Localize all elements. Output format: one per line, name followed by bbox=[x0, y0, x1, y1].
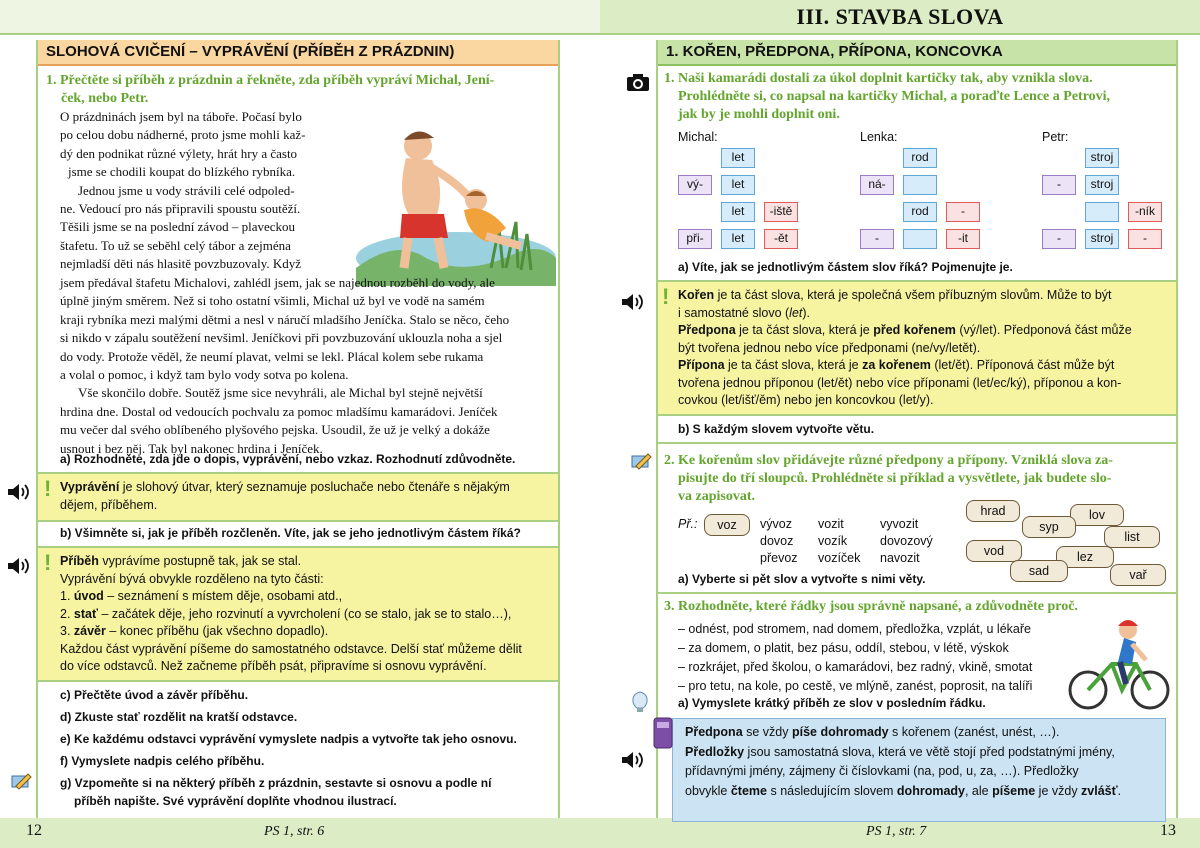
story-line: kraji rybníka mezi malými dětmi a nesl v náručí mladšího Jeníčka. Stalo se něco, čeho bbox=[60, 311, 510, 327]
question-e: e) Ke každému odstavci vyprávění vymyslete nadpis a vytvořte tak jeho osnovu. bbox=[60, 732, 517, 746]
definition-line: ). bbox=[802, 305, 811, 320]
card-prefix: při- bbox=[678, 229, 712, 249]
task-text-line: va zapisovat. bbox=[678, 489, 755, 504]
definition-line: je ta část slova, která je společná všem příbuzným slovům. Může to být bbox=[714, 288, 1112, 302]
exclamation-icon: ! bbox=[662, 284, 670, 309]
example-word: let bbox=[789, 305, 803, 320]
root-scroll: lez bbox=[1056, 546, 1114, 568]
story-line: nejmladší děti nás hlasitě povzbuzovaly. Když bbox=[60, 256, 302, 272]
task-2-instruction bbox=[664, 452, 1172, 506]
page-number-right: 13 bbox=[1160, 822, 1176, 839]
story-top bbox=[60, 108, 350, 274]
card-root-empty[interactable] bbox=[903, 229, 937, 249]
definition-line: Každou část vyprávění píšeme do samostatného odstavce. Delší stať můžeme dělit bbox=[60, 641, 522, 656]
story-line: usnout i bez něj. Tak byl nakonec hrdina i Jeníček. bbox=[60, 440, 323, 456]
info-box-prefix-preposition bbox=[672, 718, 1166, 822]
right-page bbox=[656, 40, 1178, 818]
words-column-1 bbox=[760, 516, 798, 567]
info-line: . bbox=[1117, 783, 1122, 798]
term: před kořenem bbox=[873, 323, 956, 337]
story-line: Vše skončilo dobře. Soutěž jsme sice nevyhráli, ale Michal byl stejně největší bbox=[78, 385, 483, 401]
card-root: rod bbox=[903, 202, 937, 222]
card-suffix: -it bbox=[946, 229, 980, 249]
story-line: štafetu. To už se seběhl celý tábor a zejména bbox=[60, 237, 291, 253]
root-scroll: sad bbox=[1010, 560, 1068, 582]
term: zvlášť bbox=[1081, 783, 1118, 798]
definition-box-story bbox=[38, 548, 558, 680]
definition-line: (vý/let). Předponová část může bbox=[955, 323, 1132, 337]
term: dohromady bbox=[896, 783, 965, 798]
right-section-title: 1. KOŘEN, PŘEDPONA, PŘÍPONA, KONCOVKA bbox=[658, 40, 1176, 66]
card-suffix: -ník bbox=[1128, 202, 1162, 222]
word: vyvozit bbox=[880, 517, 919, 531]
story-bottom bbox=[60, 274, 552, 458]
question-line: příběh napište. Své vyprávění doplňte vhodnou ilustrací. bbox=[74, 794, 397, 808]
word: dovoz bbox=[760, 534, 794, 548]
task-text-line: Ke kořenům slov přidávejte různé předpony a přípony. Vzniklá slova za- bbox=[678, 453, 1113, 468]
info-line: s kořenem (zanést, unést, …). bbox=[888, 725, 1060, 739]
word: převoz bbox=[760, 551, 798, 565]
definition-line: – seznámení s místem děje, osobami atd., bbox=[103, 589, 343, 603]
card-suffix: - bbox=[946, 202, 980, 222]
root-scroll: vod bbox=[966, 540, 1022, 562]
card-prefix: ná- bbox=[860, 175, 894, 195]
root-scroll: syp bbox=[1022, 516, 1076, 538]
info-line: , ale bbox=[964, 783, 993, 798]
definition-line: vyprávíme postupně tak, jak se stal. bbox=[98, 554, 302, 568]
info-text bbox=[685, 723, 1155, 801]
term: Předložky bbox=[685, 744, 745, 759]
term: Kořen bbox=[678, 288, 715, 302]
info-line: je vždy bbox=[1035, 783, 1082, 798]
task-text-line: Rozhodněte, které řádky jsou správně napsané, a zdůvodněte proč. bbox=[678, 599, 1078, 614]
divider bbox=[38, 520, 558, 522]
task-number: 2. bbox=[664, 453, 675, 468]
boys-at-pond-illustration bbox=[356, 118, 556, 286]
words-column-2 bbox=[818, 516, 860, 567]
task-text-line: Přečtěte si příběh z prázdnin a řekněte, zda příběh vypráví Michal, Jení- bbox=[60, 73, 495, 88]
task-text-line: ček, nebo Petr. bbox=[61, 91, 149, 106]
exclamation-icon: ! bbox=[44, 476, 52, 501]
info-line: se vždy bbox=[742, 725, 792, 739]
task-number: 1. bbox=[664, 71, 675, 86]
list-item: – pro tetu, na kole, po cestě, ve mlýně, zanést, poprosit, na talíři bbox=[678, 679, 1033, 693]
term: závěr bbox=[73, 624, 106, 638]
top-band-left bbox=[0, 0, 600, 33]
definition-line: – konec příběhu (jak všechno dopadlo). bbox=[105, 624, 329, 638]
task-number: 3. bbox=[664, 599, 675, 614]
paperclip-icon bbox=[650, 716, 676, 752]
info-line: obvykle bbox=[685, 783, 731, 798]
card-root: let bbox=[721, 148, 755, 168]
definition-line: je ta část slova, která je bbox=[735, 323, 874, 337]
card-root: stroj bbox=[1085, 175, 1119, 195]
list-item: – za domem, o platit, bez pásu, oddíl, stebou, v létě, výskok bbox=[678, 641, 1009, 655]
question-g bbox=[60, 774, 552, 810]
question-a: a) Víte, jak se jednotlivým částem slov říká? Pojmenujte je. bbox=[678, 260, 1013, 274]
term: Předpona bbox=[685, 725, 743, 739]
card-prefix: - bbox=[1042, 229, 1076, 249]
story-line: jsem předával štafetu Michalovi, zahlédl jsem, jak se najednou rozběhl do vody, ale bbox=[60, 275, 495, 290]
definition-line: dějem, příběhem. bbox=[60, 497, 158, 512]
speaker-icon[interactable] bbox=[620, 750, 646, 770]
speaker-icon[interactable] bbox=[6, 482, 32, 502]
definition-line: je ta část slova, která je bbox=[724, 358, 863, 372]
info-line: jsou samostatná slova, která ve větě stojí před podstatnými jmény, bbox=[744, 744, 1115, 759]
story-line: si nikdo v zápalu soutěžení nevšiml. Jeníčkovi při povzbuzování uklouzla noha a sjel bbox=[60, 330, 503, 346]
term: za kořenem bbox=[862, 358, 931, 372]
term: Vyprávění bbox=[60, 480, 120, 494]
definition-box-narration bbox=[38, 474, 558, 520]
story-line: mu večer dal svého oblíbeného plyšového pejska. Usoudil, že už je velký a dokáže bbox=[60, 422, 490, 438]
task-1-instruction bbox=[664, 70, 1172, 124]
card-suffix: - bbox=[1128, 229, 1162, 249]
card-prefix: - bbox=[1042, 175, 1076, 195]
term: Předpona bbox=[678, 323, 736, 337]
top-band-line bbox=[0, 33, 1200, 35]
bottom-band bbox=[0, 818, 1200, 848]
term: úvod bbox=[73, 589, 104, 603]
story-line: úplně jiným směrem. Než si toho ostatní všimli, Michal už byl ve vodě na samém bbox=[60, 293, 485, 309]
task-number: 1. bbox=[46, 73, 57, 88]
chapter-title: III. STAVBA SLOVA bbox=[796, 4, 1004, 29]
card-root-empty[interactable] bbox=[1085, 202, 1119, 222]
task-text-line: Naši kamarádi dostali za úkol doplnit kartičky tak, aby vznikla slova. bbox=[678, 71, 1093, 86]
divider bbox=[38, 680, 558, 682]
word: vývoz bbox=[760, 517, 792, 531]
word: navozit bbox=[880, 551, 920, 565]
definition-line: i samostatné slovo ( bbox=[678, 305, 790, 320]
story-line: do vody. Protože věděl, že neumí plavat, velmi se lekl. Plácal kolem sebe rukama bbox=[60, 348, 484, 364]
definition-line: je slohový útvar, který seznamuje posluchače nebo čtenáře s nějakým bbox=[119, 480, 510, 494]
card-suffix: -ět bbox=[764, 229, 798, 249]
card-suffix: -iště bbox=[764, 202, 798, 222]
name-michal: Michal: bbox=[678, 130, 718, 144]
term: Příběh bbox=[60, 554, 99, 568]
definition-line: – začátek děje, jeho rozvinutí a vyvrcholení (co se stalo, jak se to stalo…), bbox=[97, 606, 512, 621]
speaker-icon[interactable] bbox=[620, 292, 646, 312]
card-prefix: - bbox=[860, 229, 894, 249]
card-root: let bbox=[721, 229, 755, 249]
card-root: stroj bbox=[1085, 148, 1119, 168]
root-scroll: lov bbox=[1070, 504, 1124, 526]
page-number-left: 12 bbox=[26, 822, 42, 839]
card-root: rod bbox=[903, 148, 937, 168]
word: dovozový bbox=[880, 534, 933, 548]
light-bulb-icon bbox=[630, 690, 650, 714]
divider bbox=[658, 414, 1176, 416]
exclamation-icon: ! bbox=[44, 550, 52, 575]
definition-line: tvořena jednou příponou (let/ět) nebo více příponami (let/ec/ký), příponou a kon- bbox=[678, 375, 1122, 390]
definition-line: covkou (let/išť/ěm) nebo jen koncovkou (let/y). bbox=[678, 393, 934, 407]
name-lenka: Lenka: bbox=[860, 130, 898, 144]
task-text-line: jak by je mohli doplnit oni. bbox=[678, 107, 840, 122]
story-line: Jednou jsme u vody strávili celé odpoled- bbox=[78, 182, 295, 198]
workbook-ref-right: PS 1, str. 7 bbox=[866, 824, 927, 839]
term: čteme bbox=[730, 783, 767, 798]
pencil-icon bbox=[630, 452, 652, 470]
definition-line: být tvořena jednou nebo více předponami (ne/vy/letět). bbox=[678, 340, 981, 355]
term: stať bbox=[73, 606, 98, 621]
card-root: let bbox=[721, 202, 755, 222]
definition-text bbox=[60, 479, 554, 514]
card-root: let bbox=[721, 175, 755, 195]
workbook-ref-left: PS 1, str. 6 bbox=[264, 824, 325, 839]
story-line: Těšili jsme se na poslední závod – plaveckou bbox=[60, 219, 296, 235]
story-line: jsme se chodili koupat do blízkého rybníka. bbox=[68, 164, 296, 180]
word: vozíček bbox=[818, 551, 861, 565]
task-text-line: pisujte do tří sloupců. Prohlédněte si příklad a vysvětlete, jak budete slo- bbox=[678, 471, 1112, 486]
question-b: b) Všimněte si, jak je příběh rozčleněn. Víte, jak se jeho jednotlivým částem říká? bbox=[60, 526, 521, 540]
cyclist-illustration bbox=[1066, 614, 1172, 714]
term: píšeme bbox=[992, 783, 1036, 798]
story-line: dý den podnikat různé výlety, hrát hry a často bbox=[60, 145, 298, 161]
card-root: stroj bbox=[1085, 229, 1119, 249]
question-d: d) Zkuste stať rozdělit na kratší odstavce. bbox=[60, 710, 298, 724]
info-line: přídavnými jmény, zájmeny či číslovkami (na, pod, u, za, …). Předložky bbox=[685, 764, 1079, 778]
question-f: f) Vymyslete nadpis celého příběhu. bbox=[60, 754, 265, 768]
pencil-icon bbox=[10, 772, 32, 790]
left-page bbox=[36, 40, 560, 818]
question-a: a) Vymyslete krátký příběh ze slov v posledním řádku. bbox=[678, 696, 986, 710]
left-section-title: SLOHOVÁ CVIČENÍ – VYPRÁVĚNÍ (PŘÍBĚH Z PRÁZDNIN) bbox=[38, 40, 558, 66]
speaker-icon[interactable] bbox=[6, 556, 32, 576]
term: píše dohromady bbox=[791, 725, 889, 739]
info-line: s následujícím slovem bbox=[767, 783, 897, 798]
task-text-line: Prohlédněte si, co napsal na kartičky Michal, a poraďte Lence a Petrovi, bbox=[678, 89, 1111, 104]
card-prefix: vý- bbox=[678, 175, 712, 195]
story-line: a volal o pomoc, i když tam bylo vody sotva po kolena. bbox=[60, 367, 349, 383]
story-line: ne. Vedoucí pro nás připravili spoustu soutěží. bbox=[60, 201, 301, 217]
question-c: c) Přečtěte úvod a závěr příběhu. bbox=[60, 688, 249, 702]
question-a: a) Rozhodněte, zda jde o dopis, vyprávění, nebo vzkaz. Rozhodnutí zdůvodněte. bbox=[60, 452, 516, 466]
story-line: hrdina dne. Dostal od vedoucích pochvalu za pomoc mladšímu kamarádovi. Jeníček bbox=[60, 403, 498, 419]
divider bbox=[658, 442, 1176, 444]
word: vozit bbox=[818, 517, 844, 531]
question-b: b) S každým slovem vytvořte větu. bbox=[678, 422, 875, 436]
root-scroll: vař bbox=[1110, 564, 1166, 586]
word: vozík bbox=[818, 534, 848, 548]
question-a: a) Vyberte si pět slov a vytvořte s nimi věty. bbox=[678, 572, 926, 586]
story-line: O prázdninách jsem byl na táboře. Počasí bylo bbox=[60, 109, 302, 124]
divider bbox=[658, 592, 1176, 594]
name-petr: Petr: bbox=[1042, 130, 1069, 144]
story-line: po celou dobu nádherné, proto jsme mohli kaž- bbox=[60, 127, 306, 143]
definition-line: Vyprávění bývá obvykle rozděleno na tyto části: bbox=[60, 571, 324, 586]
definition-text: Příběh vyprávíme postupně tak, jak se stal. Vyprávění bývá obvykle rozděleno na tyto části: 1. úvod – seznámení s místem děje, osobami atd., 2. stať – začátek děje, jeho rozvinutí a vyvrcholení (co se stalo, jak se to stalo…), 3. závěr – konec příběhu (jak všechno dopadlo). Každou část vyprávění píšeme do samostatného odstavce. Delší stať můžeme dělit do více odstavců. Než začneme příběh psát, připravíme si osnovu vyprávění. bbox=[60, 554, 522, 673]
list-item: – rozkrájet, před školou, o kamarádovi, bez radný, vkině, smotat bbox=[678, 660, 1033, 674]
camera-icon[interactable] bbox=[626, 72, 650, 92]
example-label: Př.: bbox=[678, 517, 698, 531]
definition-text bbox=[678, 287, 1172, 410]
definition-box-word-parts bbox=[658, 282, 1176, 414]
root-scroll: list bbox=[1104, 526, 1160, 548]
words-column-3 bbox=[880, 516, 933, 567]
definition-line: do více odstavců. Než začneme příběh psát, připravíme si osnovu vyprávění. bbox=[60, 659, 487, 673]
example-root-scroll: voz bbox=[704, 514, 750, 536]
definition-line: (let/ět). Příponová část může být bbox=[930, 358, 1115, 372]
task-1-instruction bbox=[46, 72, 552, 108]
term: Přípona bbox=[678, 358, 725, 372]
root-scroll: hrad bbox=[966, 500, 1020, 522]
list-item: – odnést, pod stromem, nad domem, předložka, vzplát, u lékaře bbox=[678, 622, 1031, 636]
card-root-empty[interactable] bbox=[903, 175, 937, 195]
question-line: g) Vzpomeňte si na některý příběh z prázdnin, sestavte si osnovu a podle ní bbox=[60, 776, 492, 790]
